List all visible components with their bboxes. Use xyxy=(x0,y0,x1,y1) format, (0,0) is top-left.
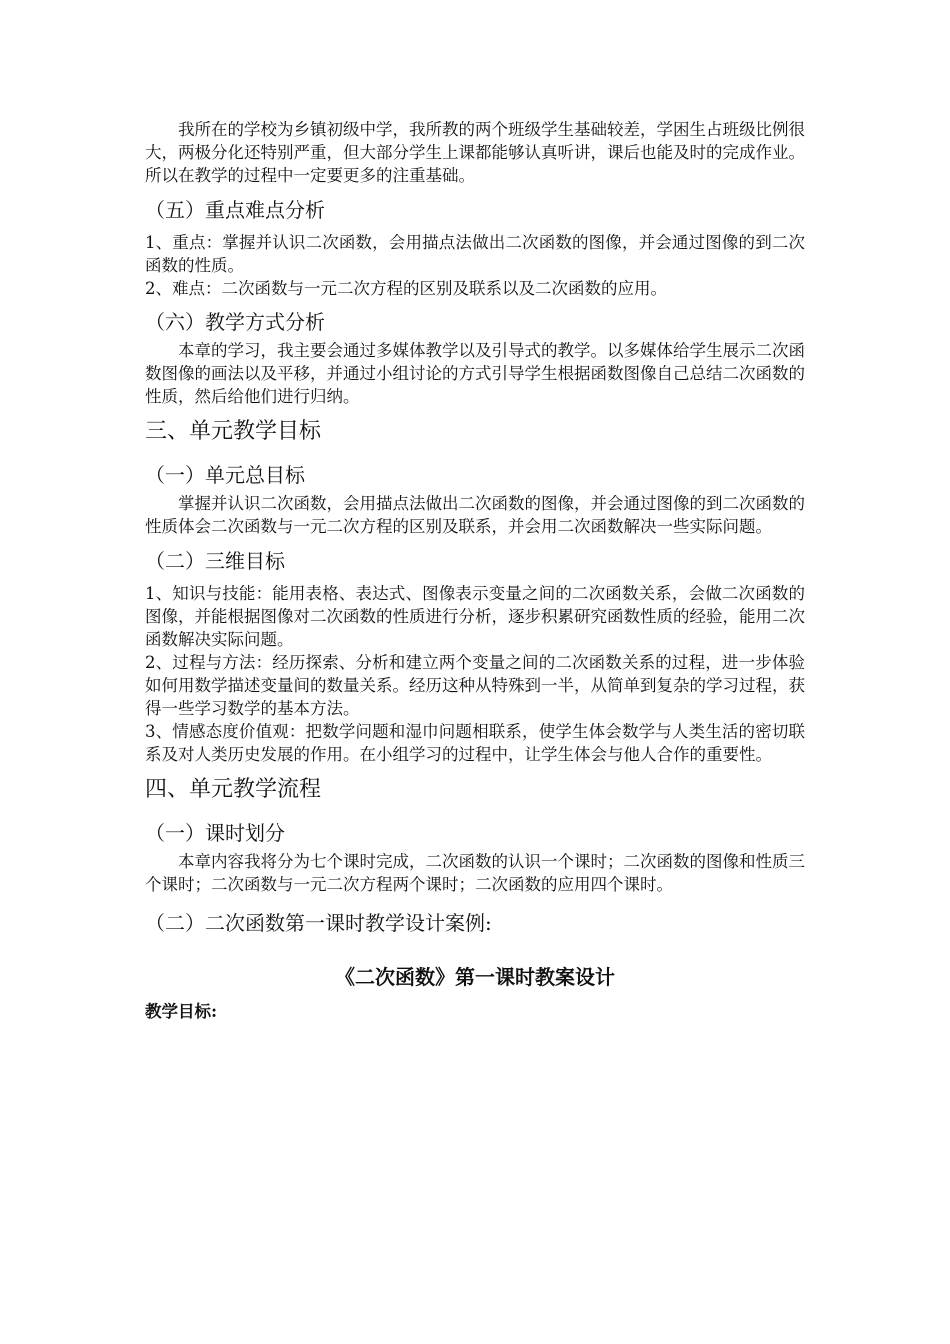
paragraph-overall-goal: 掌握并认识二次函数，会用描点法做出二次函数的图像，并会通过图像的到二次函数的性质体会二次函数与一元二次方程的区别及联系，并会用二次函数解决一些实际问题。 xyxy=(145,494,805,536)
paragraph-teaching-method: 本章的学习，我主要会通过多媒体教学以及引导式的教学。以多媒体给学生展示二次函数图像的画法以及平移，并通过小组讨论的方式引导学生根据函数图像自己总结二次函数的性质，然后给他们进行归纳。 xyxy=(145,341,805,406)
paragraph-school-background: 我所在的学校为乡镇初级中学，我所教的两个班级学生基础较差，学困生占班级比例很大，两极分化还特别严重，但大部分学生上课都能够认真听讲，课后也能及时的完成作业。所以在教学的过程中一定要更多的注重基础。 xyxy=(145,120,805,185)
paragraph-lesson-division: 本章内容我将分为七个课时完成，二次函数的认识一个课时；二次函数的图像和性质三个课时；二次函数与一元二次方程两个课时；二次函数的应用四个课时。 xyxy=(145,852,805,894)
heading-overall-goal: （一）单元总目标 xyxy=(145,463,305,487)
paragraph-knowledge-skills: 1、知识与技能：能用表格、表达式、图像表示变量之间的二次函数关系，会做二次函数的图像，并能根据图像对二次函数的性质进行分析，逐步积累研究函数性质的经验，能用二次函数解决实际问题。 xyxy=(145,584,805,649)
heading-three-dimensional-goals: （二）三维目标 xyxy=(145,549,285,573)
document-page xyxy=(145,118,805,1023)
teaching-objectives-label: 教学目标: xyxy=(145,1002,218,1021)
heading-unit-process: 四、单元教学流程 xyxy=(145,777,322,802)
paragraph-emotion-values: 3、情感态度价值观：把数学问题和湿巾问题相联系，使学生体会数学与人类生活的密切联系及对人类历史发展的作用。在小组学习的过程中，让学生体会与他人合作的重要性。 xyxy=(145,722,805,764)
heading-key-difficulty: （五）重点难点分析 xyxy=(145,198,325,222)
paragraph-process-methods: 2、过程与方法：经历探索、分析和建立两个变量之间的二次函数关系的过程，进一步体验如何用数学描述变量间的数量关系。经历这种从特殊到一半，从简单到复杂的学习过程，获得一些学习数学的基本方法。 xyxy=(145,653,805,718)
paragraph-difficulty: 2、难点：二次函数与一元二次方程的区别及联系以及二次函数的应用。 xyxy=(145,279,667,298)
heading-unit-goals: 三、单元教学目标 xyxy=(145,419,322,444)
paragraph-key-point: 1、重点：掌握并认识二次函数，会用描点法做出二次函数的图像，并会通过图像的到二次函数的性质。 xyxy=(145,233,805,275)
lesson-plan-title: 《二次函数》第一课时教案设计 xyxy=(335,965,615,989)
heading-lesson-division: （一）课时划分 xyxy=(145,821,285,845)
heading-first-lesson-case: （二）二次函数第一课时教学设计案例: xyxy=(145,911,492,935)
heading-teaching-method: （六）教学方式分析 xyxy=(145,310,325,334)
